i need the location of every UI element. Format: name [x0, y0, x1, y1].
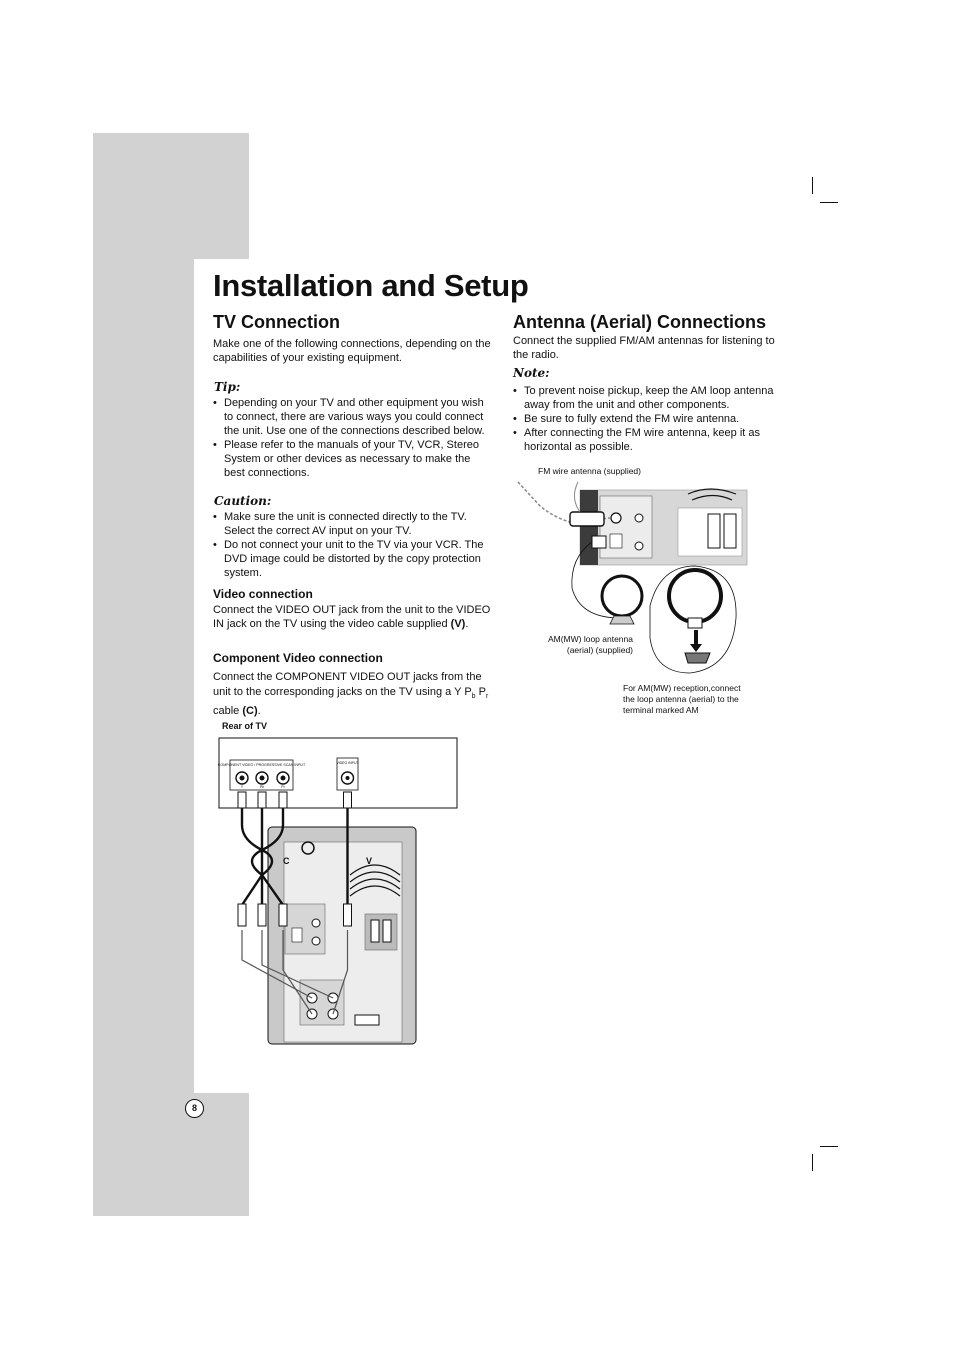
side-band-top [93, 133, 249, 259]
cable-v-label: V [366, 856, 373, 866]
rear-of-tv-label: Rear of TV [222, 721, 268, 731]
crop-mark [812, 1154, 813, 1171]
tv-connection-diagram [200, 730, 480, 1050]
text-fragment: b [471, 692, 476, 700]
list-item: • Depending on your TV and other equipment you wish to connect, there are various ways you could connect the unit. Use one of the connections described below. [213, 396, 489, 438]
tv-component-jacks [236, 772, 289, 784]
note-heading: Note: [513, 366, 550, 380]
text-fragment: Connect the COMPONENT VIDEO OUT jacks from the unit to the corresponding jacks on the TV using a Y P [213, 671, 482, 698]
list-item: • Do not connect your unit to the TV via your VCR. The DVD image could be distorted by the copy protection system. [213, 538, 489, 580]
video-input-label: VIDEO INPUT [336, 761, 359, 765]
text-fragment: r [485, 692, 489, 700]
tv-connection-heading: TV Connection [213, 312, 340, 332]
list-item: • Make sure the unit is connected directly to the TV. Select the correct AV input on your TV. [213, 510, 489, 538]
tip-heading: Tip: [214, 380, 241, 394]
crop-mark [820, 202, 838, 203]
am-antenna-label [530, 634, 633, 656]
side-band-left [93, 259, 194, 1093]
jack-pr-label: Pr [281, 785, 285, 789]
text-fragment: the loop antenna (aerial) to the [623, 694, 739, 704]
text-fragment: . [465, 618, 469, 630]
antenna-terminal [285, 904, 325, 954]
antenna-intro: Connect the supplied FM/AM antennas for listening to the radio. [513, 335, 775, 361]
component-video-text [213, 670, 491, 719]
am-reception-note [623, 683, 763, 716]
fm-antenna-label: FM wire antenna (supplied) [538, 466, 641, 476]
page-number: 8 [185, 1099, 204, 1118]
am-loop-antenna [602, 576, 642, 616]
page-title: Installation and Setup [213, 268, 529, 303]
caution-list [213, 510, 489, 580]
tv-intro: Make one of the following connections, depending on the capabilities of your existing equipment. [213, 338, 491, 364]
component-video-heading: Component Video connection [213, 651, 383, 665]
text-fragment: . [257, 705, 261, 718]
speaker-terminals [365, 914, 397, 950]
jack-pb-label: Pb [259, 785, 265, 789]
text-fragment: (C) [242, 705, 258, 718]
list-item: • After connecting the FM wire antenna, keep it as horizontal as possible. [513, 426, 793, 454]
cable-c-label: C [283, 856, 290, 866]
text-fragment: terminal marked AM [623, 705, 699, 715]
text-fragment: For AM(MW) reception,connect [623, 683, 741, 693]
video-connection-heading: Video connection [213, 587, 313, 601]
tip-list [213, 396, 489, 480]
note-list [513, 384, 793, 454]
text-fragment: (V) [450, 618, 466, 630]
side-band-bottom [93, 1093, 249, 1216]
text-fragment: AM(MW) loop antenna [547, 634, 633, 644]
list-item: • Please refer to the manuals of your TV, VCR, Stereo System or other devices as necessary to make the best connections. [213, 438, 489, 480]
antenna-terminal-panel [600, 496, 652, 558]
list-item: • Be sure to fully extend the FM wire antenna. [513, 412, 793, 426]
text-fragment: Connect the VIDEO OUT jack from the unit to the VIDEO IN jack on the TV using the video cable supplied [213, 604, 491, 630]
text-fragment: (aerial) (supplied) [566, 645, 633, 655]
antenna-heading: Antenna (Aerial) Connections [513, 312, 767, 332]
jack-y-label: Y [240, 785, 244, 789]
text-fragment: cable [213, 705, 243, 718]
caution-heading: Caution: [214, 494, 272, 508]
video-connection-text [213, 603, 491, 631]
am-plug [592, 536, 606, 548]
component-input-label: COMPONENT VIDEO / PROGRESSIVE SCAN INPUT [217, 763, 306, 767]
list-item: • To prevent noise pickup, keep the AM loop antenna away from the unit and other components. [513, 384, 793, 412]
fm-plug [570, 512, 604, 526]
crop-mark [812, 177, 813, 194]
text-fragment: P [475, 685, 486, 698]
crop-mark [820, 1146, 838, 1147]
